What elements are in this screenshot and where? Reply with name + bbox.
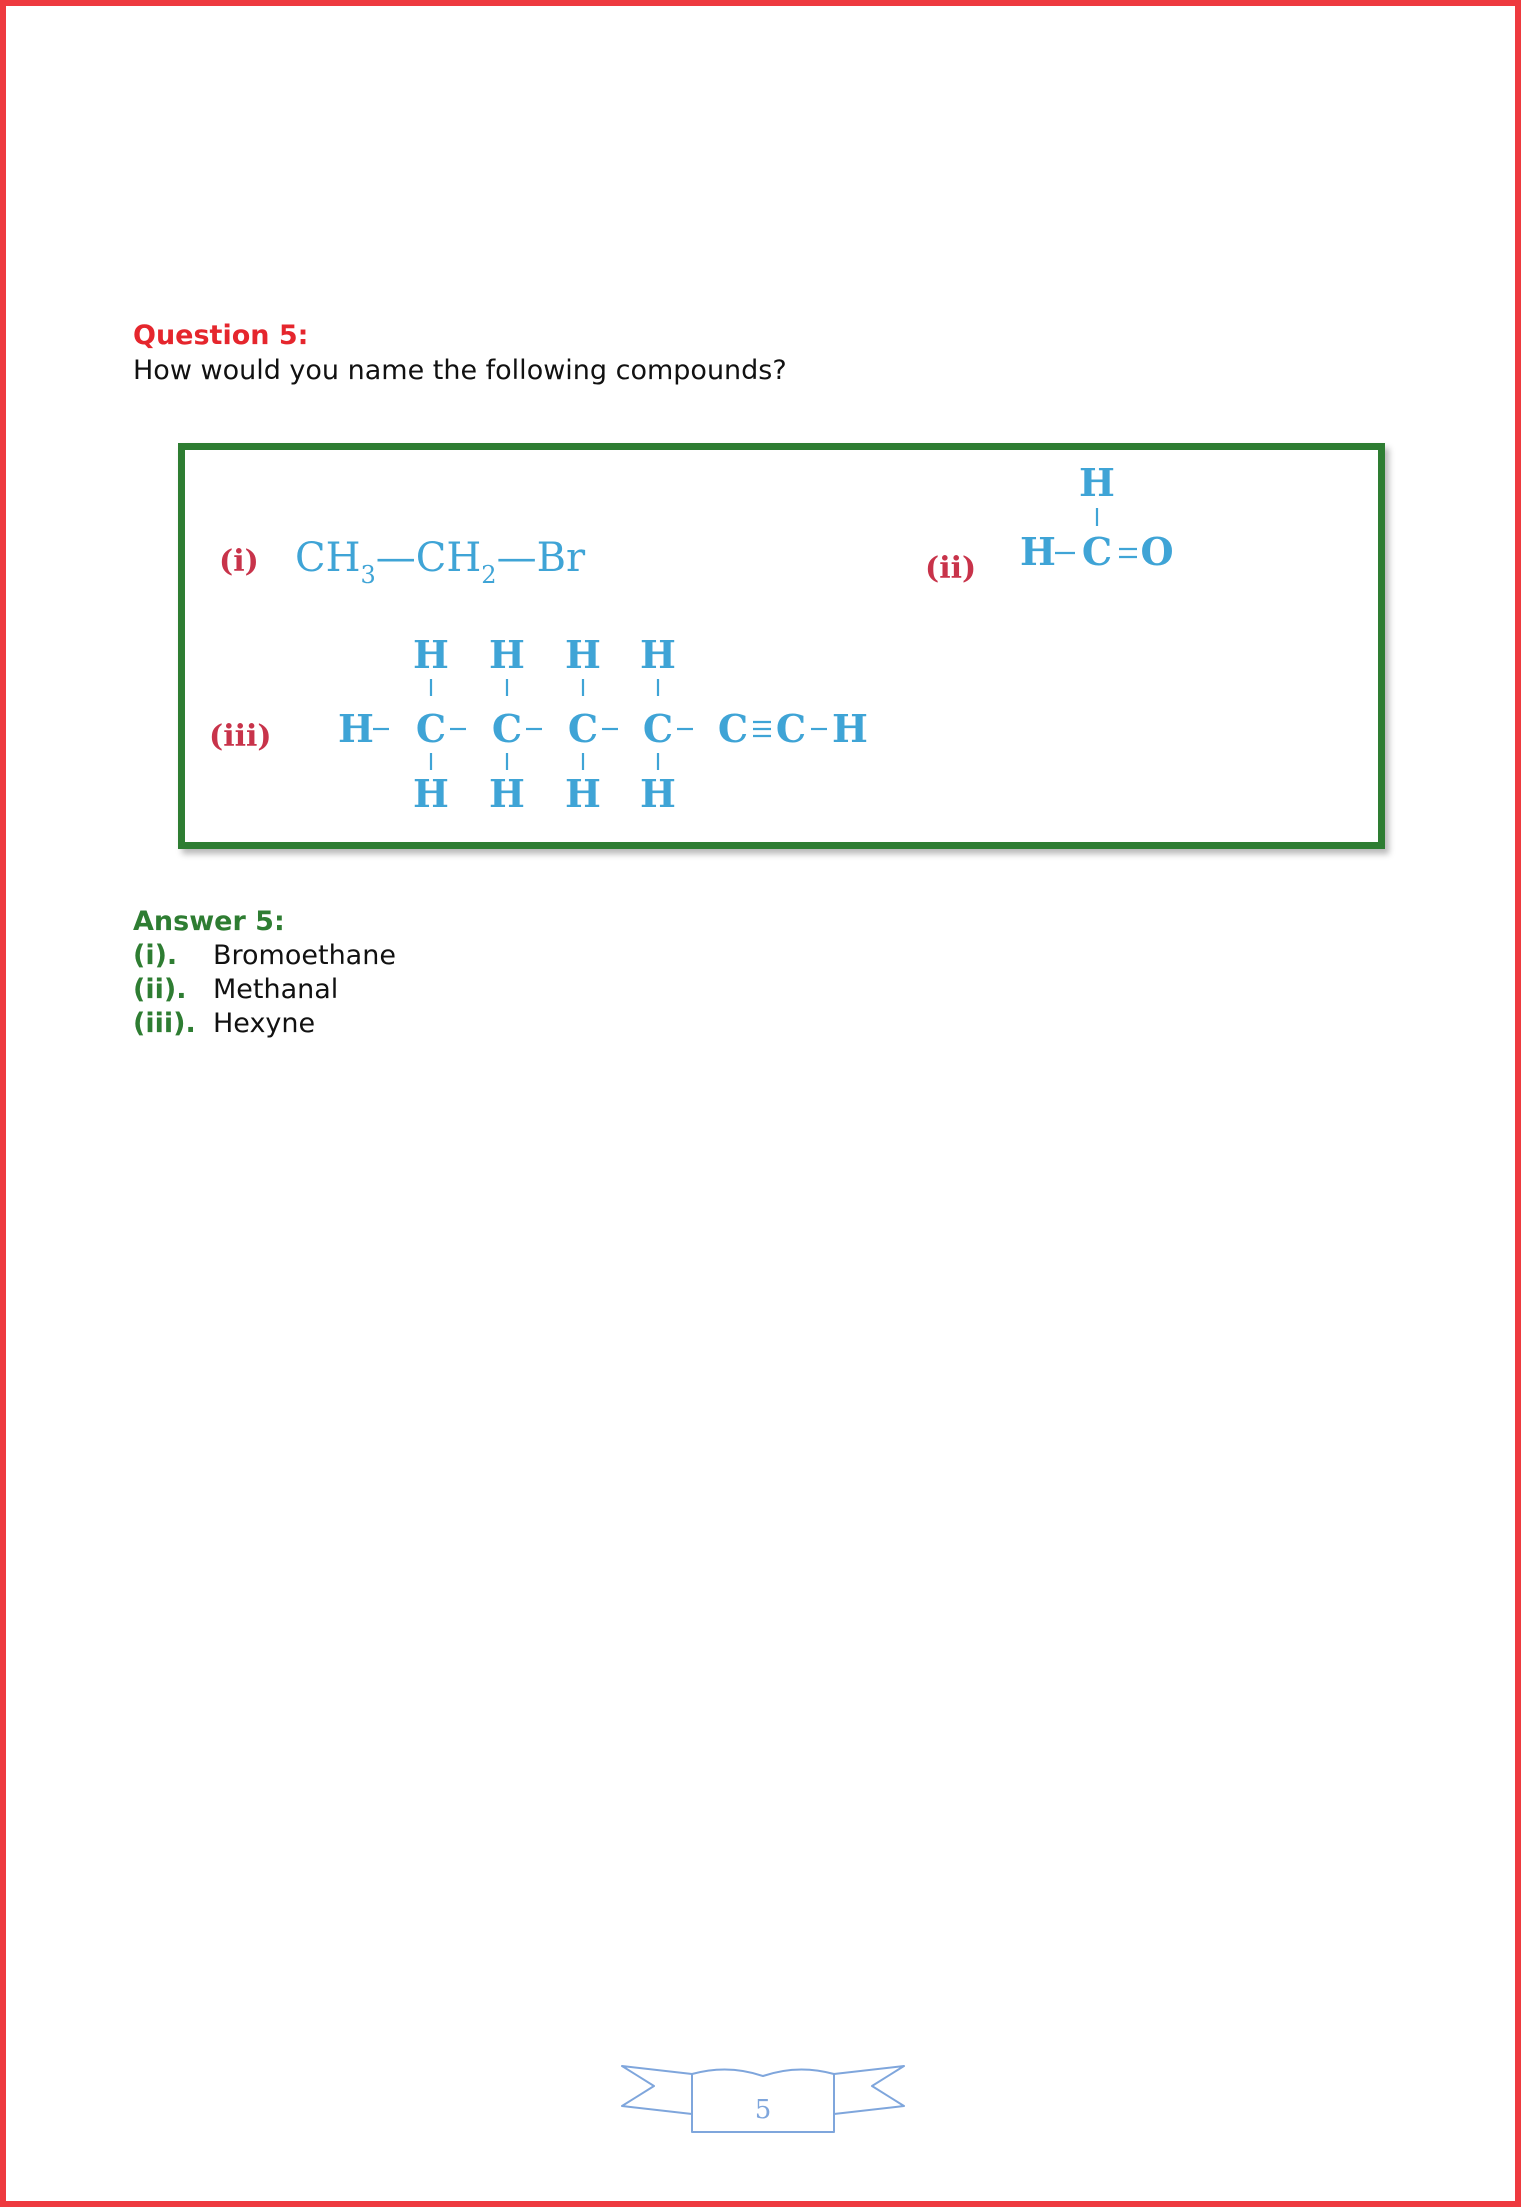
ch2-group: CH [415, 535, 482, 581]
ii-oxygen: O [1140, 529, 1174, 574]
iii-carbon-2: C [491, 706, 523, 751]
iii-carbon-3: C [567, 706, 599, 751]
page-number: 5 [754, 2095, 772, 2125]
compound-structures [185, 450, 1378, 842]
iii-h-top-3: H [565, 632, 601, 677]
label-iii: (iii) [209, 719, 272, 754]
answer-item [133, 974, 338, 1008]
question-text: How would you name the following compounds? [133, 355, 787, 386]
page-number-ribbon [618, 2058, 908, 2138]
compound-i-formula [295, 535, 586, 589]
iii-h-bottom-3: H [565, 771, 601, 816]
answer-number: (iii). [133, 1008, 196, 1039]
ii-carbon: C [1081, 529, 1113, 574]
compound-iii-structure [338, 632, 868, 816]
ch3-group: CH [295, 535, 361, 581]
answer-heading: Answer 5: [133, 906, 285, 937]
ribbon-top-curve [692, 2069, 834, 2076]
iii-h-top-4: H [640, 632, 676, 677]
answer-text: Hexyne [213, 1008, 316, 1039]
answer-item [133, 1008, 315, 1042]
compound-figure [178, 443, 1385, 849]
ribbon-right-tail [834, 2066, 904, 2114]
iii-h-bottom-4: H [640, 771, 676, 816]
answer-number: (i). [133, 940, 178, 971]
bond-dash-2: — [496, 535, 537, 581]
answer-text: Bromoethane [213, 940, 396, 971]
iii-h-left: H [338, 706, 374, 751]
iii-h-top-1: H [413, 632, 449, 677]
iii-carbon-5: C [717, 706, 749, 751]
iii-carbon-1: C [415, 706, 447, 751]
question-heading: Question 5: [133, 320, 309, 351]
answer-item [133, 940, 396, 974]
subscript-3: 3 [360, 561, 376, 589]
label-i: (i) [219, 544, 259, 579]
answer-number: (ii). [133, 974, 187, 1005]
iii-carbon-4: C [642, 706, 674, 751]
ii-h-left: H [1020, 529, 1056, 574]
subscript-2: 2 [481, 561, 497, 589]
iii-h-right: H [832, 706, 868, 751]
ii-h-top: H [1079, 460, 1115, 505]
bromine-atom: Br [536, 535, 586, 581]
ribbon-left-tail [622, 2066, 692, 2114]
iii-h-bottom-2: H [489, 771, 525, 816]
bond-dash-1: — [375, 535, 416, 581]
iii-h-top-2: H [489, 632, 525, 677]
iii-h-bottom-1: H [413, 771, 449, 816]
iii-carbon-6: C [775, 706, 807, 751]
label-ii: (ii) [925, 551, 977, 586]
answer-text: Methanal [213, 974, 339, 1005]
